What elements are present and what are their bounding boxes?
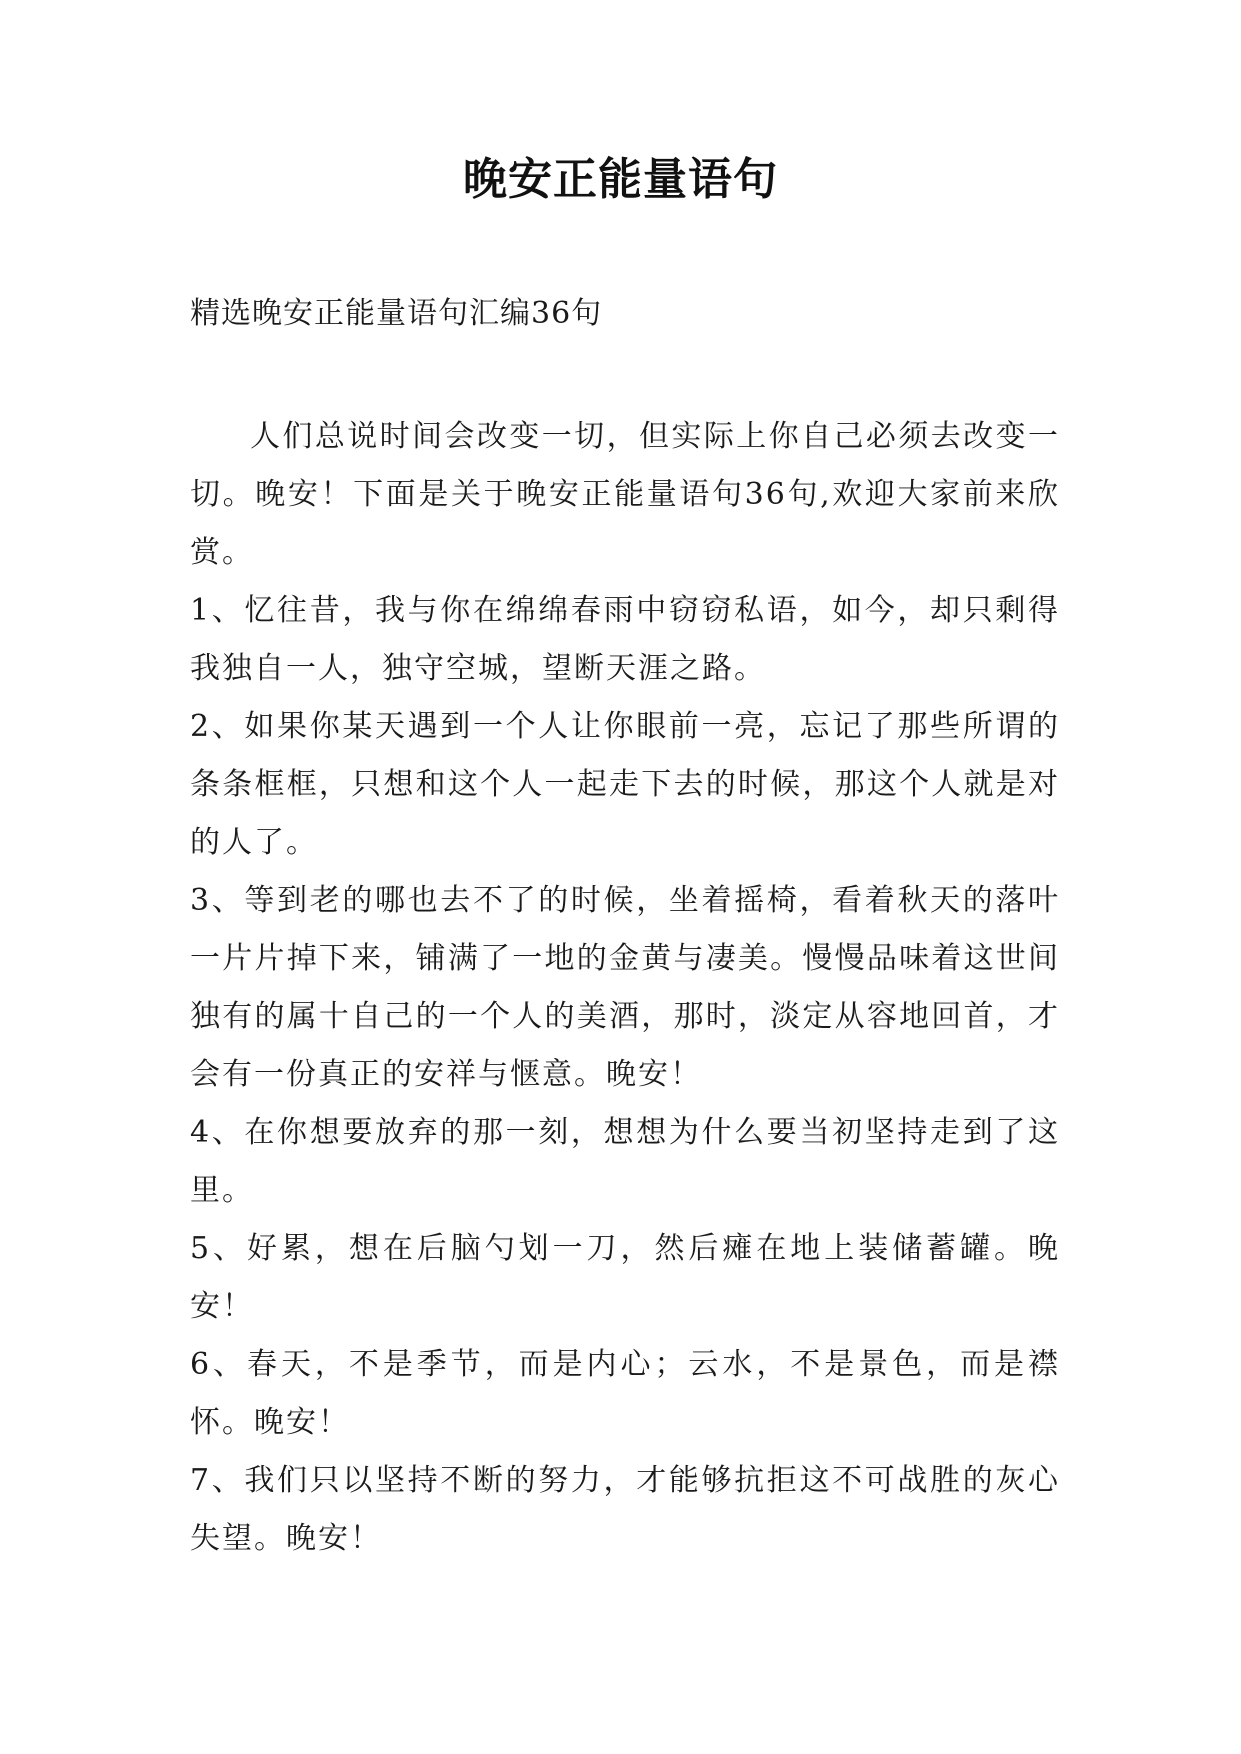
- list-item: 5、好累，想在后脑勺划一刀，然后瘫在地上装储蓄罐。晚安！: [190, 1231, 1060, 1324]
- list-item: 6、春天，不是季节，而是内心；云水，不是景色，而是襟怀。晚安！: [190, 1347, 1060, 1440]
- list-item: 4、在你想要放弃的那一刻，想想为什么要当初坚持走到了这里。: [190, 1115, 1060, 1208]
- list-item: 7、我们只以坚持不断的努力，才能够抗拒这不可战胜的灰心失望。晚安！: [190, 1463, 1060, 1556]
- list-item: 2、如果你某天遇到一个人让你眼前一亮，忘记了那些所谓的条条框框，只想和这个人一起走下去的时候，那这个人就是对的人了。: [190, 709, 1060, 860]
- page-title: 晚安正能量语句: [463, 154, 778, 205]
- document-subtitle: 精选晚安正能量语句汇编36句: [190, 296, 603, 331]
- document-body: [190, 408, 1060, 1568]
- intro-paragraph: 人们总说时间会改变一切，但实际上你自己必须去改变一切。晚安！下面是关于晚安正能量语句36句,欢迎大家前来欣赏。: [190, 419, 1060, 570]
- list-item: 1、忆往昔，我与你在绵绵春雨中窃窃私语，如今，却只剩得我独自一人，独守空城，望断天涯之路。: [190, 593, 1060, 686]
- list-item: 3、等到老的哪也去不了的时候，坐着摇椅，看着秋天的落叶一片片掉下来，铺满了一地的金黄与凄美。慢慢品味着这世间独有的属十自己的一个人的美酒，那时，淡定从容地回首，才会有一份真正的安祥与惬意。晚安！: [190, 883, 1060, 1092]
